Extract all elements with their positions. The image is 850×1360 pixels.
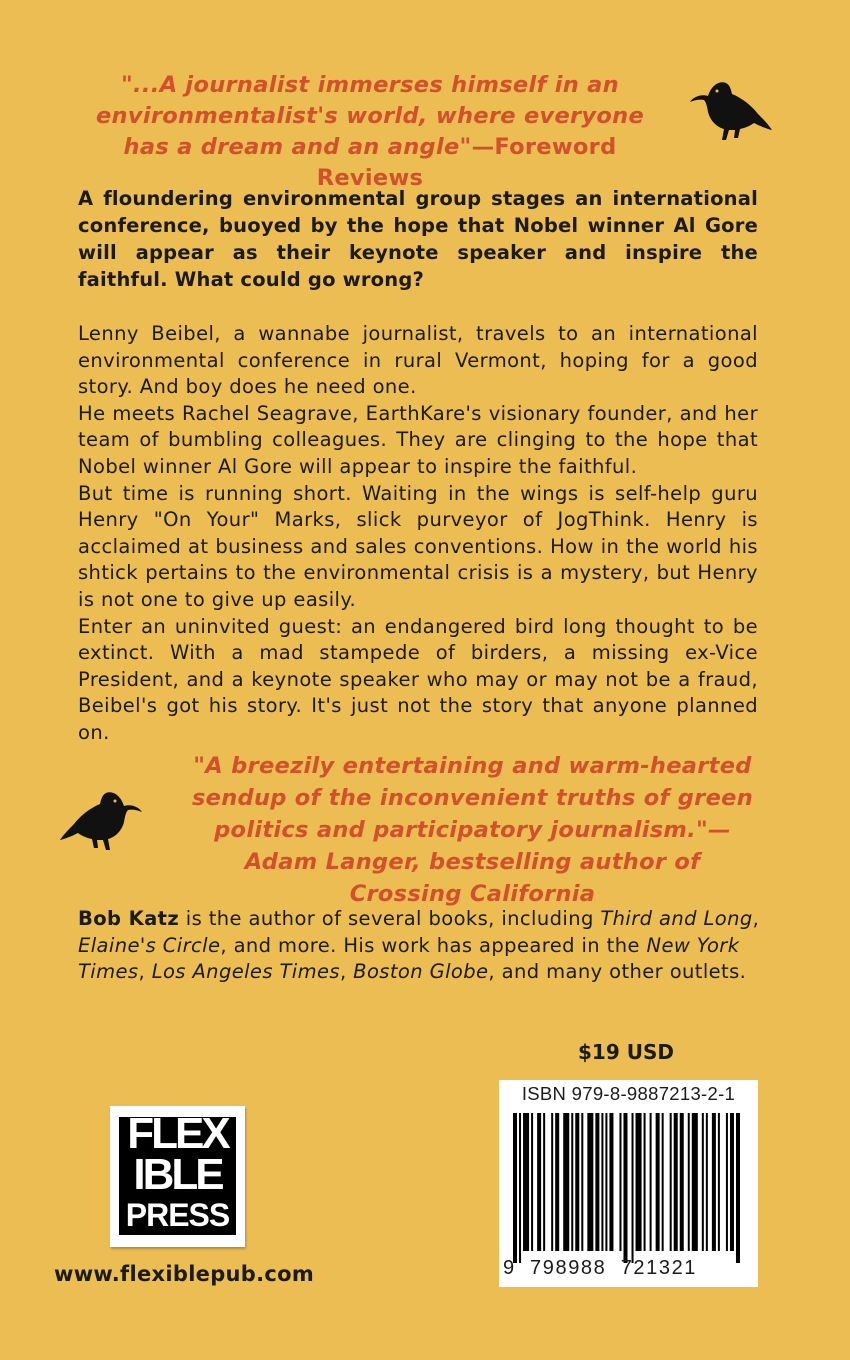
- author-bio: [78, 906, 768, 986]
- publisher-logo: [110, 1106, 245, 1247]
- barcode-bar: [575, 1113, 579, 1251]
- bio-text: ,: [339, 960, 354, 984]
- middle-review-quote: "A breezily entertaining and warm-hearted sendup of the inconvenient truths of green politics and participatory journalism."—Adam Langer, bestselling author of Crossing California: [191, 753, 754, 907]
- top-quote-source: —Foreword Reviews: [316, 134, 617, 191]
- barcode-bar: [619, 1113, 621, 1251]
- barcode-bar: [702, 1113, 704, 1251]
- barcode-bar: [537, 1113, 541, 1251]
- description-paragraph: Enter an uninvited guest: an endangered bird long thought to be extinct. With a mad stampede of birders, a missing ex-Vice President, and a keynote speaker who may or may not be a fraud, Beibel's got his story. It's just not the story that anyone planned on.: [78, 614, 758, 744]
- barcode-bar: [730, 1113, 734, 1251]
- bio-text: ,: [752, 907, 760, 930]
- bird-silhouette-icon: [60, 782, 144, 854]
- barcode-bar: [650, 1113, 652, 1251]
- bio-text: , and many other outlets.: [488, 960, 747, 984]
- barcode-bar: [531, 1113, 533, 1251]
- barcode-bar: [551, 1113, 553, 1251]
- barcode-bar: [623, 1113, 627, 1263]
- barcode-bar: [523, 1113, 529, 1251]
- publication-name: Los Angeles Times: [151, 960, 340, 984]
- barcode-bar: [632, 1113, 634, 1263]
- publication-name: New York Times: [78, 933, 740, 984]
- barcode-bar: [513, 1113, 517, 1263]
- book-title: Elaine's Circle: [78, 933, 221, 957]
- barcode-bar: [688, 1113, 690, 1251]
- barcode-bar: [555, 1113, 559, 1251]
- barcode-bar: [662, 1113, 664, 1251]
- barcode-bar: [543, 1113, 545, 1251]
- barcode-bar: [605, 1113, 607, 1251]
- barcode-bar: [726, 1113, 728, 1251]
- isbn-label: ISBN 979-8-9887213-2-1: [521, 1083, 736, 1104]
- bio-text: , and more. His work has appeared in the: [220, 933, 647, 957]
- barcode-bar: [587, 1113, 593, 1251]
- lead-paragraph: A floundering environmental group stages an international conference, buoyed by the hope that Nobel winner Al Gore will appear as their keynote speaker and inspire the faithful. What could go wrong?: [78, 187, 758, 291]
- book-description: [78, 321, 758, 747]
- barcode-bars: [513, 1113, 742, 1263]
- barcode-bar: [563, 1113, 569, 1251]
- top-review-quote: [70, 70, 670, 194]
- barcode-bar: [656, 1113, 660, 1251]
- barcode-bar: [680, 1113, 684, 1251]
- barcode-bar: [644, 1113, 646, 1251]
- barcode-bar: [581, 1113, 583, 1251]
- description-paragraph: But time is running short. Waiting in the wings is self-help guru Henry "On Your" Marks, slick purveyor of JogThink. Henry is acclaimed at business and sales conventions. How in the world his shtick pertains to the environmental crisis is a mystery, but Henry is not one to give up easily.: [78, 481, 758, 611]
- publisher-url[interactable]: www.flexiblepub.com: [54, 1262, 315, 1286]
- bio-text: ,: [138, 960, 152, 984]
- bio-text: is the author of several books, including: [179, 907, 601, 930]
- barcode-bar: [736, 1113, 740, 1263]
- publication-name: Boston Globe: [353, 960, 489, 984]
- logo-line-1: FLEX: [127, 1117, 228, 1158]
- author-name: Bob Katz: [78, 907, 180, 930]
- isbn-barcode: [499, 1080, 758, 1287]
- publisher-logo-mark: [119, 1117, 236, 1235]
- barcode-bar: [674, 1113, 678, 1251]
- book-title: Third and Long: [600, 907, 753, 930]
- barcode-bar: [595, 1113, 599, 1251]
- price-label: $19 USD: [578, 1040, 674, 1064]
- barcode-bar: [706, 1113, 708, 1251]
- barcode-bar: [609, 1113, 613, 1251]
- barcode-digits: 9 798988 721321: [503, 1257, 698, 1279]
- barcode-bar: [519, 1113, 521, 1263]
- logo-line-3: PRESS: [125, 1197, 230, 1233]
- barcode-bar: [712, 1113, 716, 1251]
- description-paragraph: Lenny Beibel, a wannabe journalist, travels to an international environmental conference in rural Vermont, hoping for a good story. And boy does he need one.: [78, 322, 758, 399]
- bird-silhouette-icon: [688, 72, 772, 144]
- description-paragraph: He meets Rachel Seagrave, EarthKare's visionary founder, and her team of bumbling colleagues. They are clinging to the hope that Nobel winner Al Gore will appear to inspire the faithful.: [78, 401, 758, 478]
- top-quote-text: "...A journalist immerses himself in an environmentalist's world, where everyone has a dream and an angle": [95, 72, 645, 160]
- barcode-bar: [636, 1113, 642, 1251]
- barcode-bar: [571, 1113, 573, 1251]
- barcode-bar: [601, 1113, 603, 1251]
- barcode-bar: [718, 1113, 720, 1251]
- barcode-bar: [670, 1113, 672, 1251]
- barcode-bar: [692, 1113, 698, 1251]
- logo-line-2: IBLE: [133, 1150, 222, 1199]
